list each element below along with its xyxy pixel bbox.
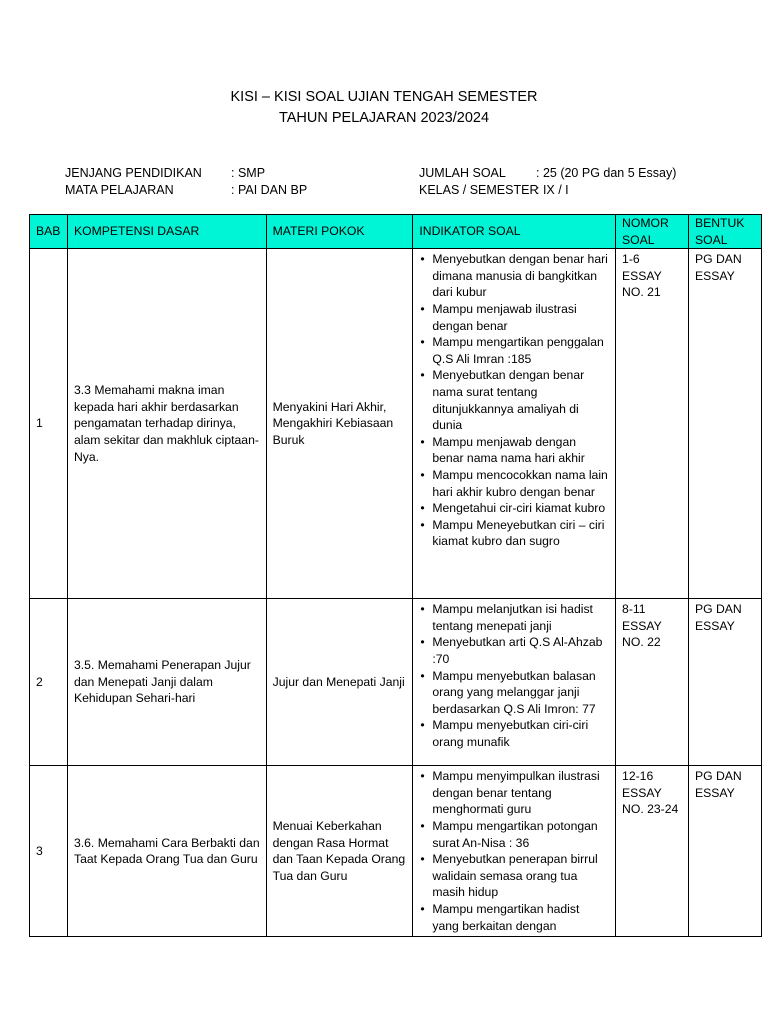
indikator-item: • Mampu mengartikan potongan surat An-Nisa : 36	[419, 818, 609, 851]
kelas-semester-value: : IX / I	[536, 183, 569, 197]
indikator-item: • Mampu menyebutkan ciri-ciri orang munafik	[419, 717, 609, 750]
table-row	[30, 766, 762, 937]
header-indikator-soal: INDIKATOR SOAL	[413, 215, 616, 249]
nomor-soal-cell	[616, 766, 689, 937]
nomor-soal-cell	[616, 249, 689, 599]
table-header-row	[30, 215, 762, 249]
nomor-soal-cell-text: 12-16 ESSAY NO. 23-24	[622, 769, 679, 817]
jenjang-label: JENJANG PENDIDIKAN	[65, 166, 202, 180]
bab-cell-text: 2	[36, 674, 43, 689]
jumlah-soal-label: JUMLAH SOAL	[419, 166, 506, 180]
table-row	[30, 599, 762, 766]
indikator-soal-cell	[413, 249, 616, 599]
header-kompetensi-dasar: KOMPETENSI DASAR	[67, 215, 266, 249]
mapel-value: : PAI DAN BP	[231, 183, 308, 197]
bab-cell	[30, 766, 68, 937]
indikator-list	[419, 601, 609, 750]
bab-cell	[30, 249, 68, 599]
bentuk-soal-cell	[689, 599, 762, 766]
indikator-item: • Mampu melanjutkan isi hadist tentang menepati janji	[419, 601, 609, 634]
indikator-list	[419, 251, 609, 550]
table-row	[30, 249, 762, 599]
bentuk-soal-cell	[689, 766, 762, 937]
kisi-kisi-table	[29, 214, 762, 937]
kompetensi-dasar-cell	[67, 249, 266, 599]
jenjang-value: : SMP	[231, 166, 266, 180]
indikator-item: • Mampu menjawab ilustrasi dengan benar	[419, 301, 609, 334]
header-materi-pokok: MATERI POKOK	[266, 215, 413, 249]
indikator-item: • Mampu Meneyebutkan ciri – ciri kiamat kubro dan sugro	[419, 517, 609, 550]
jumlah-soal-value: : 25 (20 PG dan 5 Essay)	[536, 166, 677, 180]
indikator-item: • Menyebutkan dengan benar nama surat tentang ditunjukkannya amaliyah di dunia	[419, 367, 609, 433]
header-nomor-soal: NOMOR SOAL	[616, 215, 689, 249]
indikator-item: • Menyebutkan arti Q.S Al-Ahzab :70	[419, 634, 609, 667]
materi-pokok-cell	[266, 599, 413, 766]
header-bentuk-soal: BENTUK SOAL	[689, 215, 762, 249]
materi-pokok-cell	[266, 249, 413, 599]
indikator-item: • Mampu menyebutkan balasan orang yang melanggar janji berdasarkan Q.S Ali Imron: 77	[419, 668, 609, 718]
mapel-label: MATA PELAJARAN	[65, 183, 174, 197]
document-subtitle: TAHUN PELAJARAN 2023/2024	[278, 110, 490, 126]
materi-pokok-cell	[266, 766, 413, 937]
kompetensi-dasar-cell-text: 3.6. Memahami Cara Berbakti dan Taat Kepada Orang Tua dan Guru	[73, 835, 260, 867]
bab-cell-text: 3	[36, 843, 43, 858]
indikator-item: • Mampu menyimpulkan ilustrasi dengan benar tentang menghormati guru	[419, 768, 609, 818]
bentuk-soal-cell-text: PG DAN ESSAY	[695, 602, 742, 633]
kompetensi-dasar-cell	[67, 766, 266, 937]
bab-cell-text: 1	[36, 416, 43, 431]
kelas-semester-label: KELAS / SEMESTER	[419, 183, 539, 197]
materi-pokok-cell-text: Menuai Keberkahan dengan Rasa Hormat dan Taan Kepada Orang Tua dan Guru	[272, 818, 406, 883]
bentuk-soal-cell-text: PG DAN ESSAY	[695, 769, 742, 800]
indikator-item: • Mampu menjawab dengan benar nama nama hari akhir	[419, 434, 609, 467]
nomor-soal-cell	[616, 599, 689, 766]
indikator-item: • Mampu mengartikan hadist yang berkaitan dengan	[419, 901, 609, 934]
indikator-soal-cell	[413, 766, 616, 937]
kompetensi-dasar-cell-text: 3.5. Memahami Penerapan Jujur dan Menepati Janji dalam Kehidupan Sehari-hari	[73, 658, 251, 706]
bentuk-soal-cell	[689, 249, 762, 599]
document-title: KISI – KISI SOAL UJIAN TENGAH SEMESTER	[230, 89, 538, 105]
indikator-item: • Menyebutkan dengan benar hari dimana manusia di bangkitkan dari kubur	[419, 251, 609, 301]
indikator-item: • Mampu mengartikan penggalan Q.S Ali Imran :185	[419, 334, 609, 367]
materi-pokok-cell-text: Menyakini Hari Akhir, Mengakhiri Kebiasaan Buruk	[272, 399, 394, 447]
indikator-item: • Menyebutkan penerapan birrul walidain semasa orang tua masih hidup	[419, 851, 609, 901]
kompetensi-dasar-cell	[67, 599, 266, 766]
kompetensi-dasar-cell-text: 3.3 Memahami makna iman kepada hari akhir berdasarkan pengamatan terhadap dirinya, alam sekitar dan makhluk ciptaan-Nya.	[73, 383, 259, 464]
header-bab: BAB	[30, 215, 68, 249]
nomor-soal-cell-text: 1-6 ESSAY NO. 21	[622, 252, 662, 300]
indikator-item: • Mengetahui cir-ciri kiamat kubro	[419, 500, 609, 517]
bab-cell	[30, 599, 68, 766]
indikator-soal-cell	[413, 599, 616, 766]
indikator-item: • Mampu mencocokkan nama lain hari akhir kubro dengan benar	[419, 467, 609, 500]
bentuk-soal-cell-text: PG DAN ESSAY	[695, 252, 742, 283]
materi-pokok-cell-text: Jujur dan Menepati Janji	[272, 674, 405, 689]
nomor-soal-cell-text: 8-11 ESSAY NO. 22	[622, 602, 662, 650]
indikator-list	[419, 768, 609, 934]
